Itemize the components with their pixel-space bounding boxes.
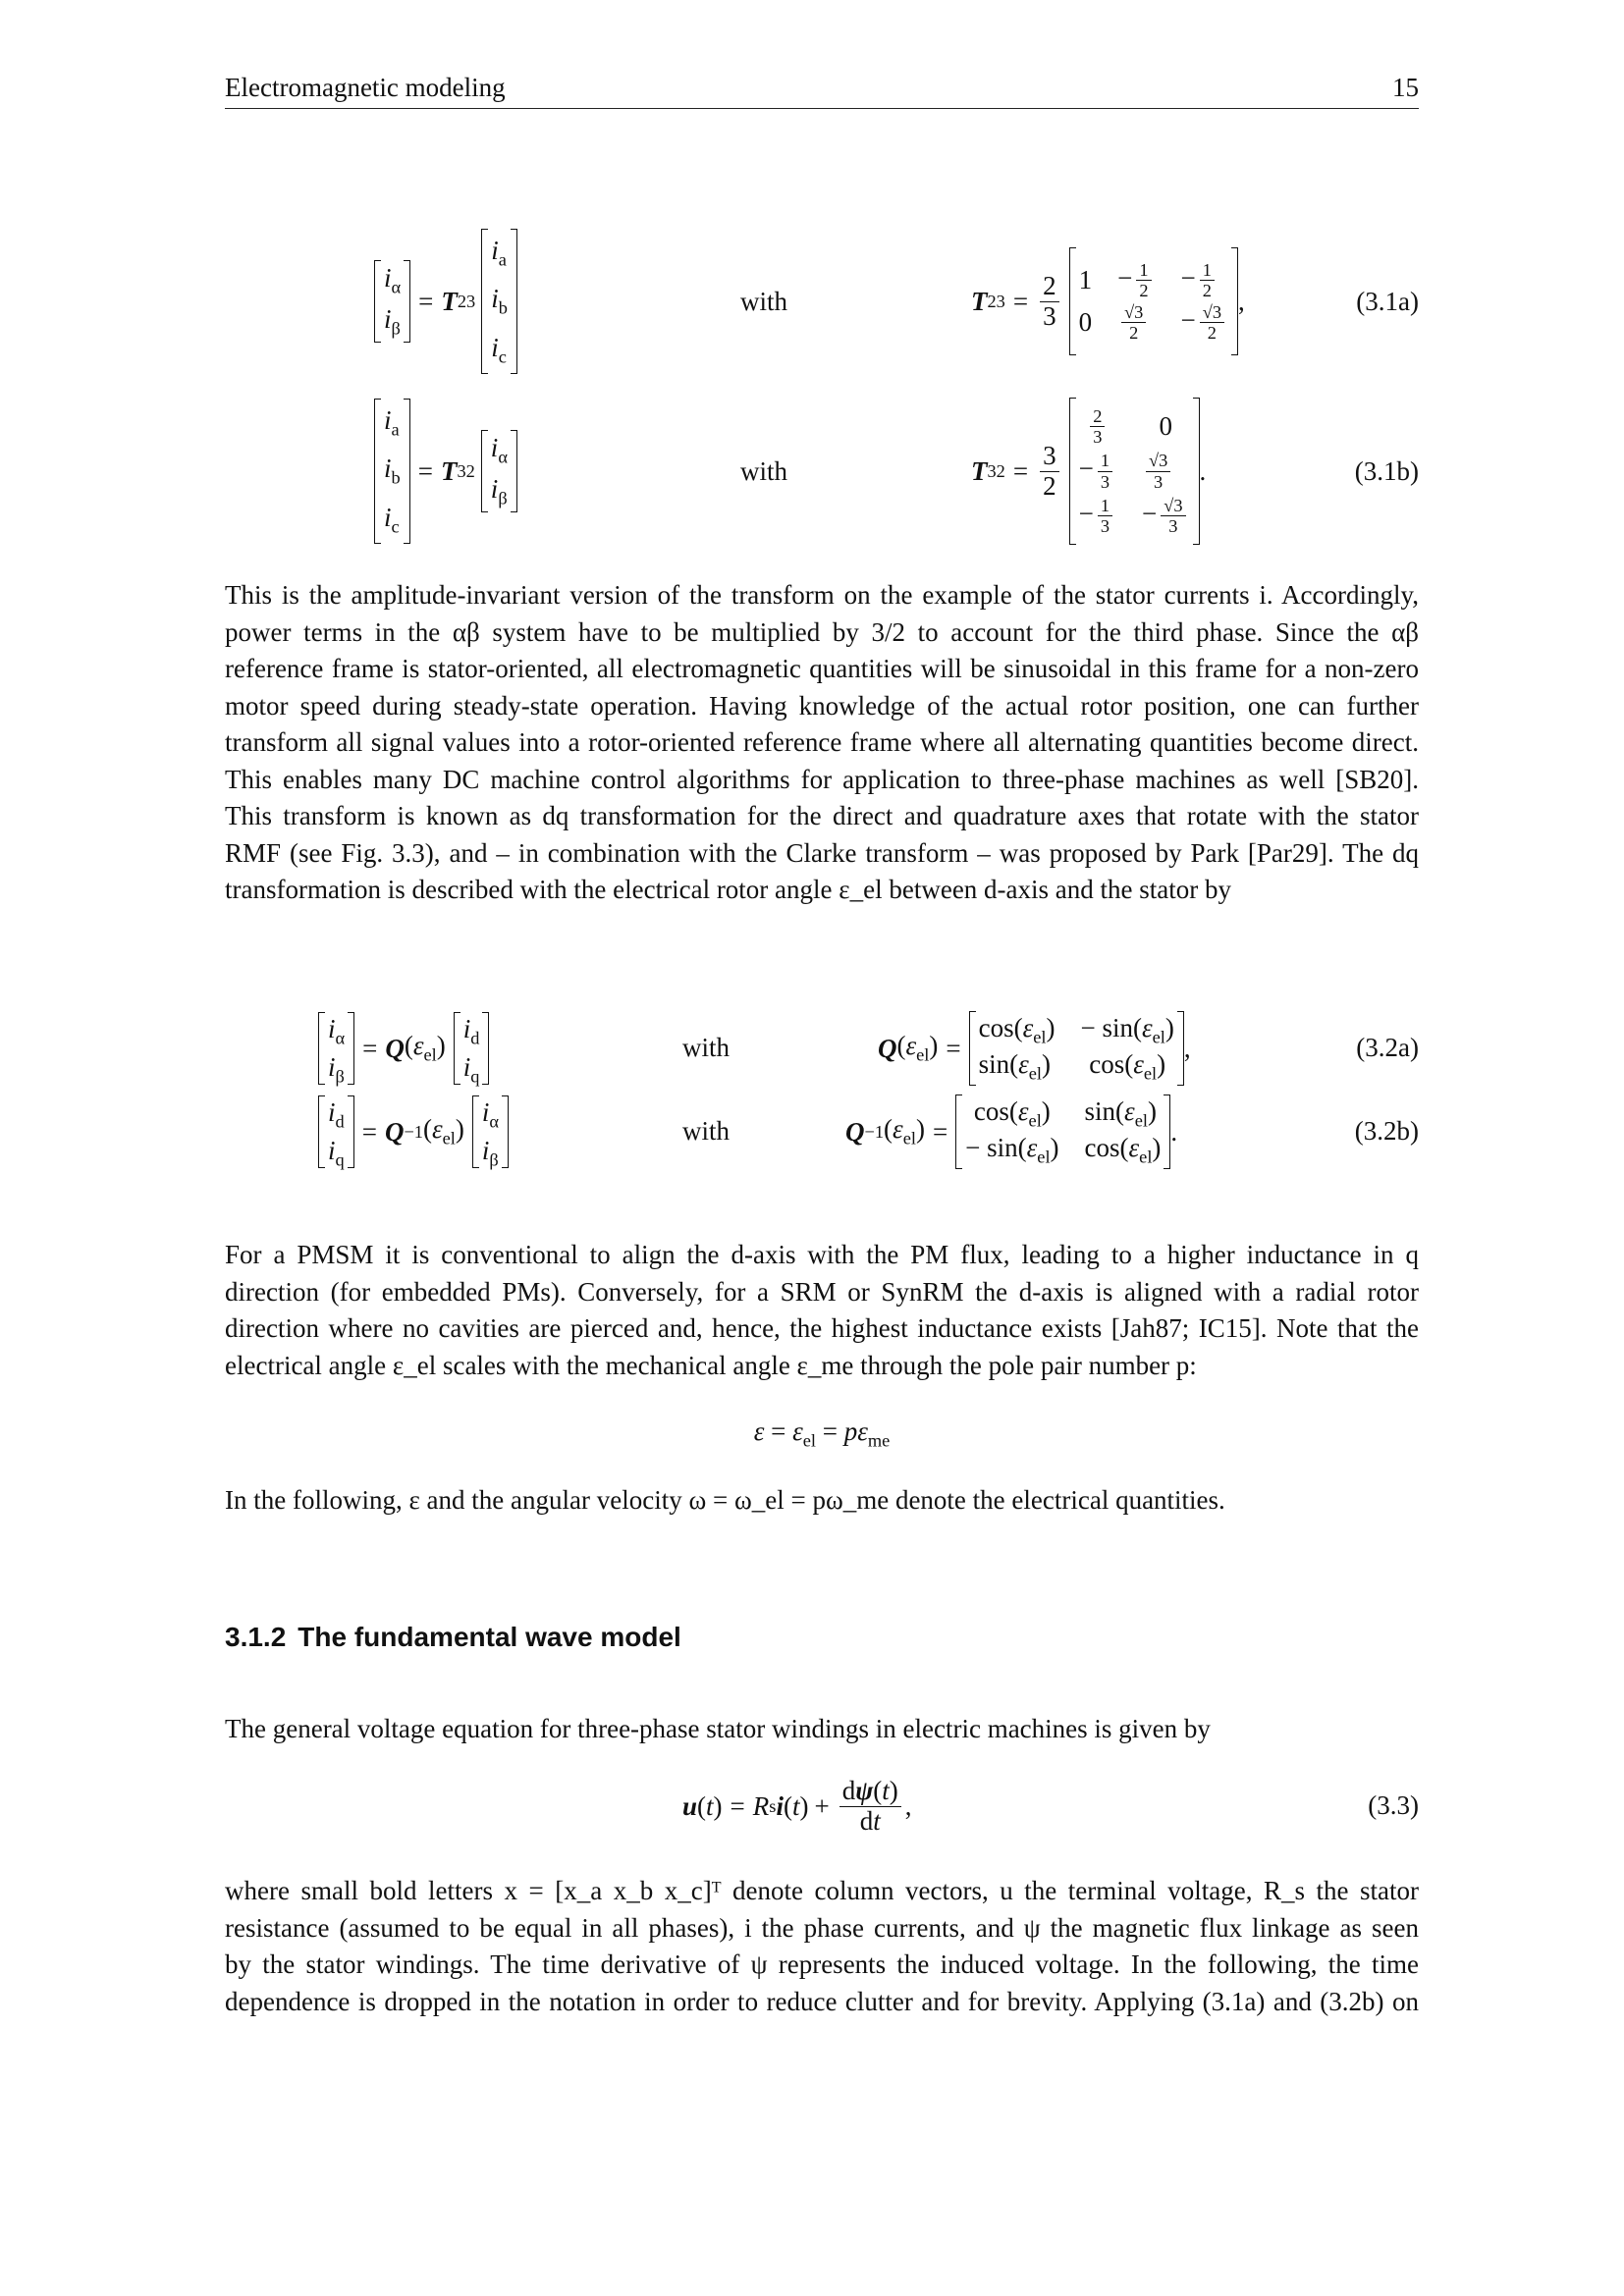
equation-3-1b: [225, 398, 1419, 545]
page-number: 15: [1392, 73, 1419, 102]
p2-line: electrical angle ε_el scales with the mechanical angle ε_me through the pole pair number p:: [225, 1350, 1197, 1380]
paragraph-2: [225, 1237, 1419, 1384]
eq-3-2b-rhs: Q −1 $(\varepsilon_{el})$ = $\cos(\varepsilon_{el})$ $\sin(\varepsilon_{el})$ − $\sin(\varepsilon_{el})$ $\cos(\varepsilon_{el})$ .: [845, 1093, 1177, 1171]
equation-3-2b: [225, 1093, 1419, 1171]
eq-3-1b-number: (3.1b): [1354, 456, 1419, 486]
eq-3-1b-rhs: T 32 = $\frac{3}{2}$ $\frac{2}{3}$ 0 − $\frac{1}{3}$ $\frac{√3}{3}$ − $\frac{1}{3}$ − $\frac{√3}{3}$ .: [971, 398, 1206, 545]
p2-line: direction where no cavities are pierced and, hence, the highest inductance exists [Jah87; IC15]. Note that the: [225, 1313, 1419, 1343]
section-heading: [225, 1622, 693, 1653]
p5-line: resistance (assumed to be equal in all phases), i the phase currents, and ψ the magnetic flux linkage as seen: [225, 1912, 1419, 1943]
p4-line: The general voltage equation for three-phase stator windings in electric machines is given by: [225, 1714, 1211, 1743]
paragraph-3: [225, 1482, 1419, 1520]
eq-3-2b-lhs: $i_d$ $i_q$ = Q −1 $(\varepsilon_{el})$ $i_\alpha$ $i_\beta$: [318, 1093, 509, 1171]
p1-line: reference frame is stator-oriented, all electromagnetic quantities will be sinusoidal in this frame for a non-zero: [225, 654, 1419, 683]
header-title: Electromagnetic modeling: [225, 73, 506, 102]
eq-3-2a-number: (3.2a): [1356, 1033, 1419, 1062]
section-title: The fundamental wave model: [298, 1622, 681, 1652]
p1-line: transformation is described with the electrical rotor angle ε_el between d-axis and the stator by: [225, 875, 1231, 904]
eq-3-2a-rhs: Q $(\varepsilon_{el})$ = $\cos(\varepsilon_{el})$ − $\sin(\varepsilon_{el})$ $\sin(\varepsilon_{el})$ $\cos(\varepsilon_{el})$ ,: [878, 1009, 1191, 1088]
eq-3-1a-number: (3.1a): [1356, 287, 1419, 316]
eq-3-1b-lhs: $i_a$ $i_b$ $i_c$ = T 32 $i_\alpha$ $i_\beta$: [374, 398, 517, 545]
p1-line: This transform is known as dq transformation for the direct and quadrature axes that rotate with the stator: [225, 801, 1419, 830]
p2-line: direction (for embedded PMs). Conversely, for a SRM or SynRM the d-axis is aligned with a radial rotor: [225, 1276, 1419, 1307]
equation-angle-relation: $\varepsilon = \varepsilon_{el} = p\varepsilon_{me}$: [753, 1416, 891, 1451]
equation-3-3: [225, 1767, 1419, 1845]
p1-line: This is the amplitude-invariant version of the transform on the example of the stator currents i. Accordingly,: [225, 580, 1419, 610]
paragraph-4: [225, 1711, 1419, 1748]
eq-3-1b-with: with: [740, 456, 788, 486]
eq-3-2a-with: with: [682, 1033, 731, 1062]
p5-line: where small bold letters x = [x_a x_b x_c]ᵀ denote column vectors, u the terminal voltage, R_s the stator: [225, 1876, 1419, 1905]
eq-3-2a-lhs: $i_\alpha$ $i_\beta$ = Q $(\varepsilon_{el})$ $i_d$ $i_q$: [318, 1009, 489, 1088]
p2-line: For a PMSM it is conventional to align the d-axis with the PM flux, leading to a higher inductance in q: [225, 1240, 1419, 1269]
p5-line: by the stator windings. The time derivative of ψ represents the induced voltage. In the following, the time: [225, 1949, 1419, 1979]
eq-3-1a-rhs: T 23 = $\frac{2}{3}$ 1 − $\frac{1}{2}$ − $\frac{1}{2}$ 0 $\frac{√3}{2}$ − $\frac{√3}{2}$ ,: [971, 228, 1245, 375]
eq-3-2b-number: (3.2b): [1354, 1116, 1419, 1146]
eq-3-3-number: (3.3): [1368, 1790, 1419, 1820]
eq-3-2b-with: with: [682, 1116, 731, 1146]
eq-3-1a-with: with: [740, 287, 788, 316]
p1-line: RMF (see Fig. 3.3), and – in combination with the Clarke transform – was proposed by Park [Par29]. The dq: [225, 837, 1419, 868]
paragraph-1: [225, 577, 1419, 909]
section-number: 3.1.2: [225, 1622, 287, 1652]
equation-3-2a: [225, 1009, 1419, 1088]
p1-line: transform all signal values into a rotor-oriented reference frame where all alternating quantities become direct.: [225, 727, 1419, 757]
p5-line: dependence is dropped in the notation in order to reduce clutter and for brevity. Applying (3.1a) and (3.2b) on: [225, 1986, 1419, 2016]
p3-line: In the following, ε and the angular velocity ω = ω_el = pω_me denote the electrical quantities.: [225, 1485, 1225, 1515]
p1-line: This enables many DC machine control algorithms for application to three-phase machines as well [SB20].: [225, 764, 1419, 794]
equation-3-1a: [225, 228, 1419, 375]
eq-3-3-body: u (t) = R s i (t) + $\frac{d\psi(t)}{dt}$ ,: [682, 1775, 912, 1836]
p1-line: motor speed during steady-state operation. Having knowledge of the actual rotor position, one can further: [225, 690, 1419, 721]
running-header: [225, 71, 1419, 109]
paragraph-5: [225, 1873, 1419, 2020]
p1-line: power terms in the αβ system have to be multiplied by 3/2 to account for the third phase. Since the αβ: [225, 616, 1419, 647]
eq-3-1a-lhs: $i_\alpha$ $i_\beta$ = T 23 $i_a$ $i_b$ $i_c$: [374, 228, 517, 375]
